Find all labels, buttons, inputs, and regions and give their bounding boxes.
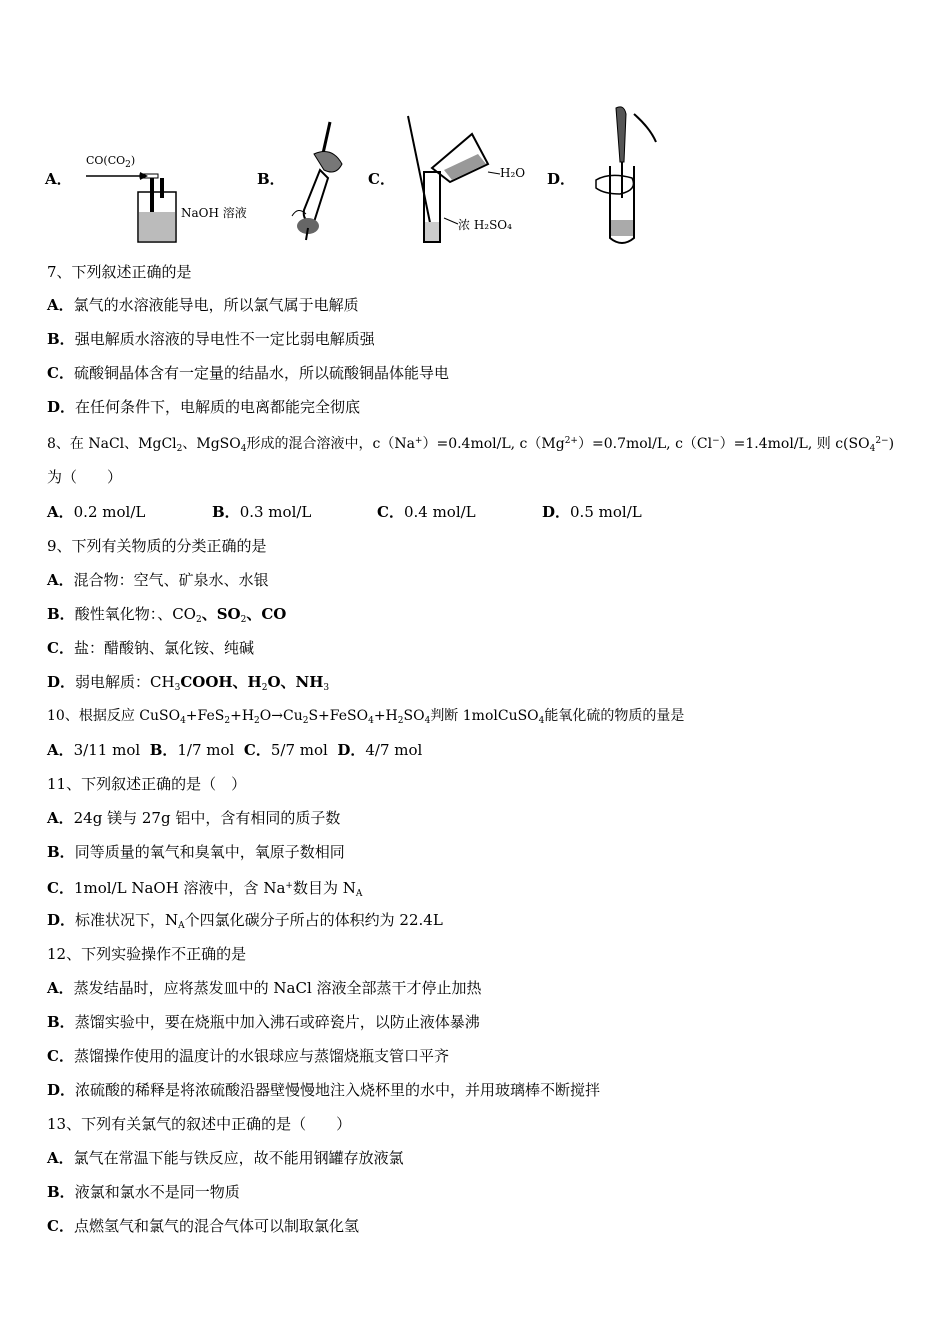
q9-option-c: C．盐：醋酸钠、氯化铵、纯碱 [47, 639, 254, 657]
q12-option-d: D．浓硫酸的稀释是将浓硫酸沿器壁慢慢地注入烧杯里的水中，并用玻璃棒不断搅拌 [47, 1081, 601, 1099]
separatory-funnel-drawing [284, 118, 354, 243]
apparatus-figures [0, 100, 950, 250]
figure-d-dropper [580, 102, 680, 247]
q8-option-c: C．0.4 mol/L [377, 503, 476, 521]
q7-option-d: D．在任何条件下，电解质的电离都能完全彻底 [47, 398, 361, 416]
q10-stem: 10、根据反应 $CuSO_4+FeS_2+H_2O\to Cu_2S+FeSO_4+H_2SO_4$判断 1molCuSO$_4$能氧化硫的物质的量是 [47, 708, 685, 726]
q12-option-c: C．蒸馏操作使用的温度计的水银球应与蒸馏烧瓶支管口平齐 [47, 1047, 449, 1065]
figure-a-gas-washing-bottle [78, 150, 268, 245]
q13-stem: 13、下列有关氯气的叙述中正确的是（ ） [47, 1115, 352, 1133]
figure-a-gas-label: $CO(CO_2)$ [86, 154, 136, 170]
q10-option-b: B．1/7 mol [149, 741, 235, 759]
figure-d-label: D． [547, 170, 576, 188]
q8-stem: 8、在 NaCl、MgCl$_2$、MgSO$_4$形成的混合溶液中，c（Na+）=0.4mol/L, $c(Mg^{2+})=0.7mol/L$, c（Cl−）=1.4mol/L, 则 $c(SO_4^{2-})$ [47, 436, 895, 454]
q9-option-a: A．混合物：空气、矿泉水、水银 [47, 571, 269, 589]
q10-option-c: C．5/7 mol [243, 741, 328, 759]
q11-option-b: B．同等质量的氧气和臭氧中，氧原子数相同 [47, 843, 345, 861]
q12-stem: 12、下列实验操作不正确的是 [47, 945, 247, 963]
q13-option-b: B．液氯和氯水不是同一物质 [47, 1183, 240, 1201]
q12-option-b: B．蒸馏实验中，要在烧瓶中加入沸石或碎瓷片，以防止液体暴沸 [47, 1013, 480, 1031]
figure-c-label: C． [368, 170, 395, 188]
gas-washing-bottle-drawing [78, 150, 268, 245]
dropper-test-tube-drawing [580, 102, 680, 247]
q13-option-a: A．氯气在常温下能与铁反应，故不能用钢罐存放液氯 [47, 1149, 404, 1167]
q7-stem: 7、下列叙述正确的是 [47, 263, 192, 281]
figure-c-water-label: H₂O [500, 166, 526, 180]
q11-option-d: D．标准状况下，$N_A$个四氯化碳分子所占的体积约为 22.4L [47, 911, 443, 931]
q11-option-c: C．1mol/L NaOH 溶液中，含 Na+数目为 $N_A$ [47, 879, 363, 899]
q8-option-d: D．0.5 mol/L [542, 503, 642, 521]
q12-option-a: A．蒸发结晶时，应将蒸发皿中的 NaCl 溶液全部蒸干才停止加热 [47, 979, 482, 997]
figure-b-funnel-shaking [284, 118, 354, 243]
q10-options [47, 740, 422, 760]
q8-option-a: A．0.2 mol/L [47, 503, 146, 521]
q9-option-b: B．酸性氧化物：、$CO_2$、$SO_2$、CO [47, 605, 287, 625]
q9-option-d: D．弱电解质：$CH_3COOH$、$H_2O$、$NH_3$ [47, 673, 330, 693]
figure-a-label: A． [45, 170, 72, 188]
q10-option-d: D．4/7 mol [337, 741, 423, 759]
q10-option-a: A．3/11 mol [47, 741, 141, 759]
q8-stem-continued: 为（ ） [47, 468, 123, 486]
q11-option-a: A．24g 镁与 27g 铝中，含有相同的质子数 [47, 809, 341, 827]
q7-option-c: C．硫酸铜晶体含有一定量的结晶水，所以硫酸铜晶体能导电 [47, 364, 449, 382]
figure-b-label: B． [257, 170, 285, 188]
figure-c-acid-label: 浓 H₂SO₄ [458, 218, 512, 232]
q13-option-c: C．点燃氢气和氯气的混合气体可以制取氯化氢 [47, 1217, 359, 1235]
q8-options [47, 502, 642, 522]
q9-stem: 9、下列有关物质的分类正确的是 [47, 537, 267, 555]
q8-option-b: B．0.3 mol/L [212, 503, 312, 521]
figure-c-dilution [400, 112, 540, 247]
q11-stem: 11、下列叙述正确的是（ ） [47, 775, 247, 793]
q7-option-a: A．氯气的水溶液能导电，所以氯气属于电解质 [47, 296, 359, 314]
q7-option-b: B．强电解质水溶液的导电性不一定比弱电解质强 [47, 330, 375, 348]
figure-a-solution-label: NaOH 溶液 [181, 206, 247, 220]
